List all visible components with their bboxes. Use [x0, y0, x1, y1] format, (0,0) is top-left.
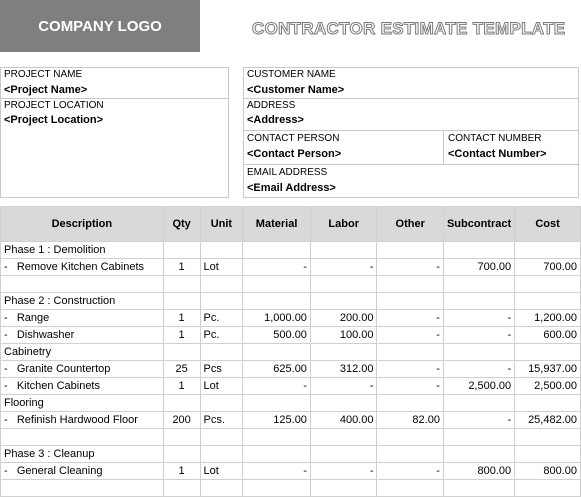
table-cell [515, 293, 581, 310]
table-cell[interactable]: - [443, 310, 514, 327]
email-label: EMAIL ADDRESS [247, 167, 328, 178]
table-cell[interactable]: 1,000.00 [243, 310, 311, 327]
table-cell[interactable] [243, 480, 311, 497]
table-cell[interactable]: 1 [163, 327, 200, 344]
customer-name-field[interactable]: <Customer Name> [247, 84, 345, 96]
divider [243, 164, 579, 165]
table-cell [200, 242, 243, 259]
table-row [1, 463, 581, 480]
blank-row [1, 429, 581, 446]
table-cell[interactable] [1, 276, 164, 293]
address-label: ADDRESS [247, 100, 296, 111]
table-cell[interactable] [200, 276, 243, 293]
customer-name-label: CUSTOMER NAME [247, 69, 336, 80]
table-cell[interactable] [443, 480, 514, 497]
table-cell [377, 293, 443, 310]
table-cell[interactable] [200, 480, 243, 497]
table-cell[interactable]: 15,937.00 [515, 361, 581, 378]
table-cell[interactable]: Pc. [200, 310, 243, 327]
table-cell[interactable] [310, 276, 377, 293]
table-cell[interactable]: 200.00 [310, 310, 377, 327]
column-header: Unit [200, 207, 243, 242]
project-location-label: PROJECT LOCATION [4, 100, 104, 111]
section-header-row [1, 395, 581, 412]
table-cell[interactable]: - [443, 412, 514, 429]
table-cell [377, 344, 443, 361]
table-cell [243, 395, 311, 412]
table-cell [515, 242, 581, 259]
table-cell[interactable]: - General Cleaning [1, 463, 164, 480]
project-location-field[interactable]: <Project Location> [4, 114, 104, 126]
table-cell [310, 395, 377, 412]
table-cell[interactable] [243, 276, 311, 293]
table-cell[interactable]: - Granite Countertop [1, 361, 164, 378]
table-cell[interactable]: 2,500.00 [515, 378, 581, 395]
table-cell[interactable]: 1 [163, 463, 200, 480]
table-cell[interactable]: Pcs. [200, 412, 243, 429]
table-cell [377, 242, 443, 259]
table-cell[interactable]: 25,482.00 [515, 412, 581, 429]
table-cell [443, 242, 514, 259]
table-cell[interactable]: 1,200.00 [515, 310, 581, 327]
contact-person-label: CONTACT PERSON [247, 133, 340, 144]
column-header: Subcontract [443, 207, 514, 242]
table-cell [377, 446, 443, 463]
table-cell [243, 344, 311, 361]
table-cell [163, 242, 200, 259]
table-cell [310, 344, 377, 361]
table-cell [163, 395, 200, 412]
blank-row [1, 480, 581, 497]
table-cell[interactable] [1, 480, 164, 497]
table-cell[interactable]: - [310, 259, 377, 276]
column-header: Labor [310, 207, 377, 242]
table-cell[interactable]: - [243, 378, 311, 395]
table-cell [200, 446, 243, 463]
table-cell[interactable]: - [310, 463, 377, 480]
project-name-field[interactable]: <Project Name> [4, 84, 88, 96]
table-cell[interactable]: 2,500.00 [443, 378, 514, 395]
table-cell[interactable] [443, 429, 514, 446]
column-header: Cost [515, 207, 581, 242]
table-cell[interactable]: 25 [163, 361, 200, 378]
table-cell[interactable]: - [377, 327, 443, 344]
table-cell[interactable]: 625.00 [243, 361, 311, 378]
table-cell [163, 293, 200, 310]
table-cell[interactable]: 600.00 [515, 327, 581, 344]
table-cell[interactable]: 700.00 [515, 259, 581, 276]
company-logo: COMPANY LOGO [0, 0, 200, 52]
table-cell[interactable]: Lot [200, 463, 243, 480]
table-cell [243, 446, 311, 463]
table-cell [310, 242, 377, 259]
table-cell[interactable]: 1 [163, 310, 200, 327]
page-title: CONTRACTOR ESTIMATE TEMPLATE [252, 19, 566, 38]
table-cell[interactable]: - Range [1, 310, 164, 327]
table-cell[interactable] [163, 429, 200, 446]
table-cell[interactable] [377, 429, 443, 446]
table-cell[interactable]: - [377, 463, 443, 480]
table-cell[interactable]: Pcs [200, 361, 243, 378]
table-cell [163, 344, 200, 361]
table-cell[interactable]: 125.00 [243, 412, 311, 429]
table-cell [515, 344, 581, 361]
table-cell [163, 446, 200, 463]
table-cell [443, 395, 514, 412]
table-cell[interactable] [515, 429, 581, 446]
table-cell [310, 293, 377, 310]
table-cell[interactable]: - Remove Kitchen Cabinets [1, 259, 164, 276]
section-label: Flooring [1, 395, 164, 412]
table-row [1, 259, 581, 276]
section-label: Cabinetry [1, 344, 164, 361]
column-header: Description [1, 207, 164, 242]
table-cell [243, 242, 311, 259]
divider [0, 98, 229, 99]
divider [243, 98, 579, 99]
table-cell[interactable] [515, 480, 581, 497]
blank-row [1, 276, 581, 293]
table-cell[interactable] [243, 429, 311, 446]
table-cell [377, 395, 443, 412]
table-cell[interactable]: - [243, 463, 311, 480]
table-cell [515, 395, 581, 412]
section-header-row [1, 293, 581, 310]
table-cell[interactable]: 800.00 [515, 463, 581, 480]
table-cell[interactable] [377, 276, 443, 293]
table-cell [200, 293, 243, 310]
table-header-row [1, 207, 581, 242]
table-cell[interactable]: 312.00 [310, 361, 377, 378]
table-cell[interactable]: - [377, 378, 443, 395]
contact-person-field[interactable]: <Contact Person> [247, 148, 342, 160]
table-cell [200, 395, 243, 412]
table-cell [200, 344, 243, 361]
table-cell[interactable]: 800.00 [443, 463, 514, 480]
table-cell[interactable]: - Refinish Hardwood Floor [1, 412, 164, 429]
table-cell[interactable]: 200 [163, 412, 200, 429]
table-cell[interactable] [310, 429, 377, 446]
table-cell[interactable]: - [443, 327, 514, 344]
table-cell [310, 446, 377, 463]
table-cell[interactable] [310, 480, 377, 497]
table-cell[interactable] [163, 276, 200, 293]
column-header: Material [243, 207, 311, 242]
section-label: Phase 3 : Cleanup [1, 446, 164, 463]
column-header: Qty [163, 207, 200, 242]
table-cell[interactable]: 1 [163, 378, 200, 395]
table-cell[interactable] [515, 276, 581, 293]
table-cell[interactable] [377, 480, 443, 497]
table-row [1, 378, 581, 395]
project-name-label: PROJECT NAME [4, 69, 83, 80]
table-cell[interactable]: 1 [163, 259, 200, 276]
table-cell[interactable]: - [310, 378, 377, 395]
table-cell [443, 293, 514, 310]
table-cell [443, 446, 514, 463]
address-field[interactable]: <Address> [247, 114, 304, 126]
table-cell [443, 344, 514, 361]
table-cell[interactable]: - [377, 361, 443, 378]
table-row [1, 327, 581, 344]
table-cell [243, 293, 311, 310]
table-row [1, 412, 581, 429]
table-cell[interactable]: Lot [200, 259, 243, 276]
table-cell[interactable] [163, 480, 200, 497]
section-header-row [1, 242, 581, 259]
table-cell[interactable]: - Kitchen Cabinets [1, 378, 164, 395]
estimate-table [0, 206, 581, 497]
table-cell[interactable]: - [243, 259, 311, 276]
table-cell[interactable] [200, 429, 243, 446]
table-cell[interactable]: - [377, 259, 443, 276]
email-field[interactable]: <Email Address> [247, 182, 336, 194]
table-cell[interactable]: 700.00 [443, 259, 514, 276]
section-header-row [1, 446, 581, 463]
table-cell [515, 446, 581, 463]
section-label: Phase 1 : Demolition [1, 242, 164, 259]
section-label: Phase 2 : Construction [1, 293, 164, 310]
table-row [1, 310, 581, 327]
table-row [1, 361, 581, 378]
divider [443, 130, 444, 164]
section-header-row [1, 344, 581, 361]
divider [243, 130, 579, 131]
table-cell[interactable]: 400.00 [310, 412, 377, 429]
table-cell[interactable] [1, 429, 164, 446]
table-cell[interactable]: 100.00 [310, 327, 377, 344]
contact-number-label: CONTACT NUMBER [448, 133, 542, 144]
contact-number-field[interactable]: <Contact Number> [448, 148, 547, 160]
table-cell[interactable]: Pc. [200, 327, 243, 344]
table-cell[interactable]: - [443, 361, 514, 378]
table-cell[interactable]: 500.00 [243, 327, 311, 344]
table-cell[interactable]: 82.00 [377, 412, 443, 429]
table-cell[interactable]: - Dishwasher [1, 327, 164, 344]
table-cell[interactable]: Lot [200, 378, 243, 395]
column-header: Other [377, 207, 443, 242]
table-cell[interactable]: - [377, 310, 443, 327]
table-cell[interactable] [443, 276, 514, 293]
